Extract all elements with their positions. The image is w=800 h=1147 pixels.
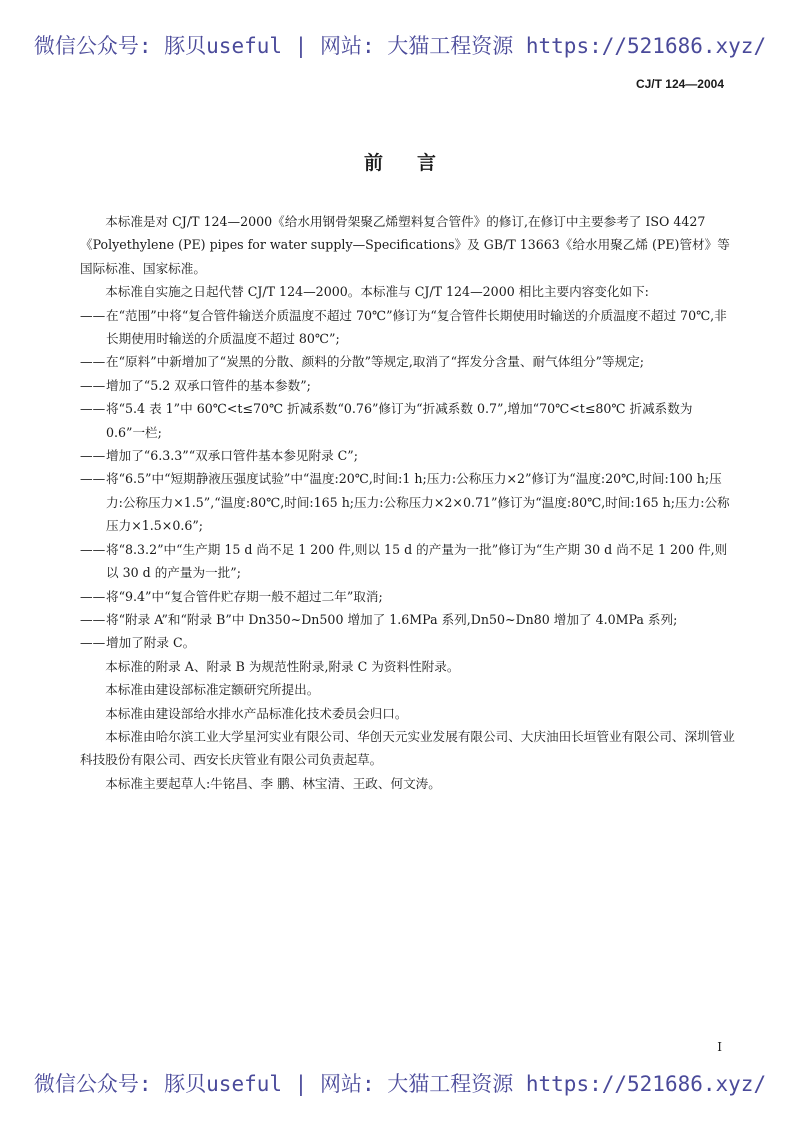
- change-item-text: 增加了“6.3.3”“双承口管件基本参见附录 C”;: [106, 448, 358, 464]
- dash-mark: ——: [80, 471, 106, 487]
- change-item: [80, 444, 735, 467]
- change-item-text: 将“6.5”中“短期静液压强度试验”中“温度:20℃,时间:1 h;压力:公称压力×2”修订为“温度:20℃,时间:100 h;压力:公称压力×1.5”,“温度:80℃,时间:165 h;压力:公称压力×2×0.71”修订为“温度:80℃,时间:165 h;压力:公称压力×1.5×0.6”;: [106, 471, 730, 534]
- paragraph-proposer: 本标准由建设部标准定额研究所提出。: [105, 682, 320, 698]
- page-number: I: [717, 1040, 722, 1054]
- change-item-text: 将“9.4”中“复合管件贮存期一般不超过二年”取消;: [106, 588, 383, 604]
- paragraph-drafters: 本标准主要起草人:牛铭昌、李 鹏、林宝清、王政、何文涛。: [105, 775, 441, 791]
- dash-mark: ——: [80, 448, 106, 464]
- change-item-text: 将“附录 A”和“附录 B”中 Dn350~Dn500 增加了 1.6MPa 系列,Dn50~Dn80 增加了 4.0MPa 系列;: [106, 611, 678, 627]
- dash-mark: ——: [80, 541, 106, 557]
- dash-mark: ——: [80, 377, 106, 393]
- paragraph-replacement: 本标准自实施之日起代替 CJ/T 124—2000。本标准与 CJ/T 124—2000 相比主要内容变化如下:: [105, 284, 649, 300]
- dash-mark: ——: [80, 635, 106, 651]
- paragraph-administrator: 本标准由建设部给水排水产品标准化技术委员会归口。: [105, 705, 408, 721]
- paragraph-annex-type: 本标准的附录 A、附录 B 为规范性附录,附录 C 为资料性附录。: [105, 658, 460, 674]
- watermark-bottom: 微信公众号: 豚贝useful | 网站: 大猫工程资源 https://521686.xyz/: [33, 1072, 767, 1096]
- page-title: 前言: [363, 152, 470, 174]
- change-item: [80, 304, 735, 351]
- change-item: [80, 585, 735, 608]
- standard-code: CJ/T 124—2004: [635, 77, 724, 91]
- foreword-body: [80, 210, 735, 795]
- change-item: [80, 350, 735, 373]
- change-item: [80, 538, 735, 585]
- change-item: [80, 374, 735, 397]
- dash-mark: ——: [80, 588, 106, 604]
- dash-mark: ——: [80, 354, 106, 370]
- change-item: [80, 397, 735, 444]
- paragraph-intro: 本标准是对 CJ/T 124—2000《给水用钢骨架聚乙烯塑料复合管件》的修订,在修订中主要参考了 ISO 4427《Polyethylene (PE) pipes for water supply—Specifications》及 GB/T 13663《给水用聚乙烯 (PE)管材》等国际标准、国家标准。: [80, 214, 730, 276]
- change-item-text: 增加了“5.2 双承口管件的基本参数”;: [106, 377, 311, 393]
- change-item: [80, 608, 735, 631]
- change-item-text: 在“范围”中将“复合管件输送介质温度不超过 70℃”修订为“复合管件长期使用时输送的介质温度不超过 70℃,非长期使用时输送的介质温度不超过 80℃”;: [106, 307, 727, 347]
- dash-mark: ——: [80, 401, 106, 417]
- change-item-text: 将“8.3.2”中“生产期 15 d 尚不足 1 200 件,则以 15 d 的产量为一批”修订为“生产期 30 d 尚不足 1 200 件,则以 30 d 的产量为一批”;: [106, 541, 728, 581]
- change-item-text: 将“5.4 表 1”中 60℃<t≤70℃ 折减系数“0.76”修订为“折减系数 0.7”,增加“70℃<t≤80℃ 折减系数为 0.6”一栏;: [106, 401, 693, 440]
- paragraph-drafting-units: 本标准由哈尔滨工业大学星河实业有限公司、华创天元实业发展有限公司、大庆油田长垣管业有限公司、深圳管业科技股份有限公司、西安长庆管业有限公司负责起草。: [80, 728, 735, 768]
- change-item: [80, 631, 735, 654]
- change-item-text: 在“原料”中新增加了“炭黑的分散、颜料的分散”等规定,取消了“挥发分含量、耐气体组分”等规定;: [106, 354, 645, 370]
- dash-mark: ——: [80, 307, 106, 323]
- change-item-text: 增加了附录 C。: [106, 635, 196, 651]
- change-item: [80, 467, 735, 537]
- dash-mark: ——: [80, 611, 106, 627]
- watermark-top: 微信公众号: 豚贝useful | 网站: 大猫工程资源 https://521686.xyz/: [33, 34, 767, 58]
